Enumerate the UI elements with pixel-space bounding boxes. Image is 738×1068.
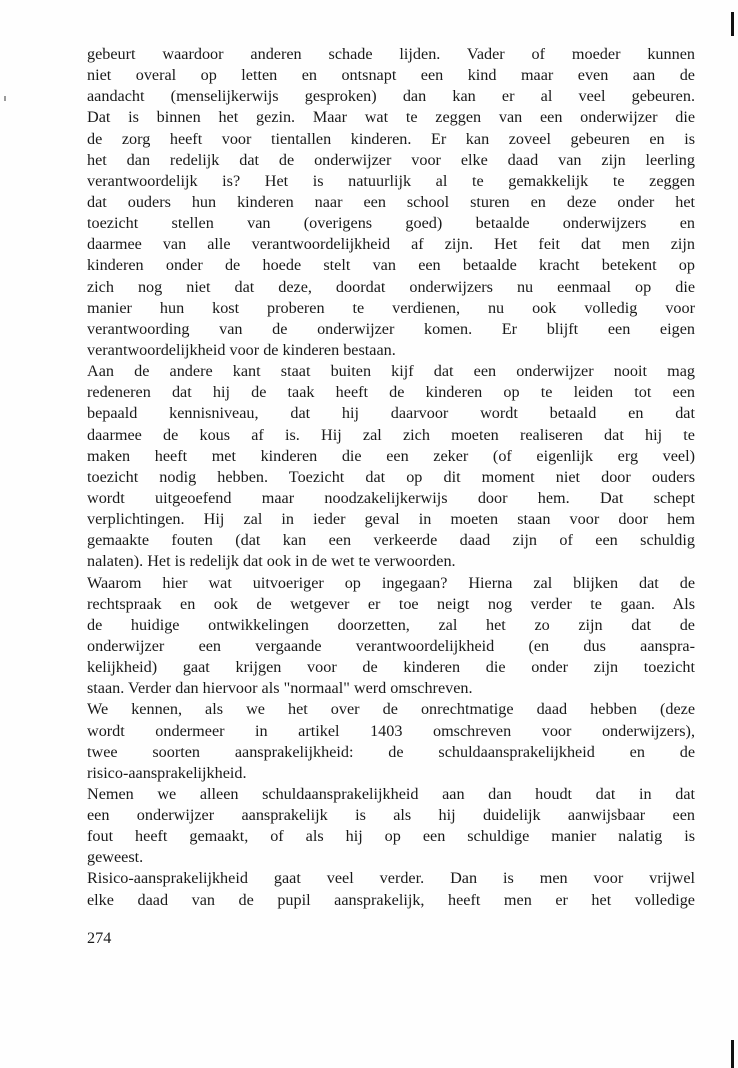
text-line: risico-aansprakelijkheid.	[87, 763, 247, 782]
text-line: aandacht (menselijkerwijs gesproken) dan kan er al veel gebeuren.	[87, 87, 695, 106]
text-line: een onderwijzer aansprakelijk is als hij duidelijk aanwijsbaar een	[87, 806, 695, 825]
text-line: rechtspraak en ook de wetgever er toe neigt nog verder te gaan. Als	[87, 594, 695, 613]
text-line: wordt ondermeer in artikel 1403 omschreven voor onderwijzers),	[87, 721, 695, 740]
text-line: verantwoording van de onderwijzer komen. Er blijft een eigen	[87, 319, 695, 338]
text-line: manier hun kost proberen te verdienen, nu ook volledig voor	[87, 298, 695, 317]
scan-edge-mark-top	[731, 12, 734, 36]
text-line: We kennen, als we het over de onrechtmatige daad hebben (deze	[87, 700, 695, 719]
text-line: kinderen onder de hoede stelt van een betaalde kracht betekent op	[87, 256, 695, 275]
text-line: kelijkheid) gaat krijgen voor de kinderen die onder zijn toezicht	[87, 658, 695, 677]
text-line: Dat is binnen het gezin. Maar wat te zeggen van een onderwijzer die	[87, 108, 695, 127]
text-line: twee soorten aansprakelijkheid: de schuldaansprakelijkheid en de	[87, 742, 695, 761]
text-line: onderwijzer een vergaande verantwoordelijkheid (en dus aanspra-	[87, 636, 695, 655]
text-line: staan. Verder dan hiervoor als "normaal" werd omschreven.	[87, 679, 473, 698]
text-line: gemaakte fouten (dat kan een verkeerde daad zijn of een schuldig	[87, 531, 695, 550]
text-line: zich nog niet dat deze, doordat onderwijzers nu eenmaal op die	[87, 277, 695, 296]
body-text	[87, 44, 695, 911]
text-line: nalaten). Het is redelijk dat ook in de wet te verwoorden.	[87, 552, 456, 571]
text-line: toezicht nodig hebben. Toezicht dat op dit moment niet door ouders	[87, 467, 695, 486]
text-line: maken heeft met kinderen die een zeker (of eigenlijk erg veel)	[87, 446, 695, 465]
text-line: Aan de andere kant staat buiten kijf dat een onderwijzer nooit mag	[87, 362, 695, 381]
text-line: de huidige ontwikkelingen doorzetten, zal het zo zijn dat de	[87, 615, 695, 634]
text-line: redeneren dat hij de taak heeft de kinderen op te leiden tot een	[87, 383, 695, 402]
text-line: het dan redelijk dat de onderwijzer voor elke daad van zijn leerling	[87, 150, 695, 169]
text-line: dat ouders hun kinderen naar een school sturen en deze onder het	[87, 192, 695, 211]
text-line: niet overal op letten en ontsnapt een kind maar even aan de	[87, 66, 695, 85]
scan-speck	[4, 96, 6, 101]
text-line: wordt uitgeoefend maar noodzakelijkerwijs door hem. Dat schept	[87, 488, 695, 507]
text-line: daarmee de kous af is. Hij zal zich moeten realiseren dat hij te	[87, 425, 695, 444]
text-line: de zorg heeft voor tientallen kinderen. Er kan zoveel gebeuren en is	[87, 129, 695, 148]
text-line: elke daad van de pupil aansprakelijk, heeft men er het volledige	[87, 890, 695, 909]
text-line: toezicht stellen van (overigens goed) betaalde onderwijzers en	[87, 214, 695, 233]
text-line: Risico-aansprakelijkheid gaat veel verder. Dan is men voor vrijwel	[87, 869, 695, 888]
text-line: gebeurt waardoor anderen schade lijden. Vader of moeder kunnen	[87, 45, 695, 63]
text-line: bepaald kennisniveau, dat hij daarvoor wordt betaald en dat	[87, 404, 695, 423]
text-line: verantwoordelijk is? Het is natuurlijk al te gemakkelijk te zeggen	[87, 171, 695, 190]
text-line: verplichtingen. Hij zal in ieder geval in moeten staan voor door hem	[87, 510, 695, 529]
text-line: fout heeft gemaakt, of als hij op een schuldige manier nalatig is	[87, 827, 695, 846]
text-line: verantwoordelijkheid voor de kinderen bestaan.	[87, 340, 396, 359]
text-line: Waarom hier wat uitvoeriger op ingegaan? Hierna zal blijken dat de	[87, 573, 695, 592]
text-line: Nemen we alleen schuldaansprakelijkheid aan dan houdt dat in dat	[87, 784, 695, 803]
text-line: geweest.	[87, 848, 144, 867]
scan-edge-mark-bottom	[731, 1040, 734, 1068]
page-number: 274	[87, 929, 112, 947]
text-line: daarmee van alle verantwoordelijkheid af zijn. Het feit dat men zijn	[87, 235, 695, 254]
